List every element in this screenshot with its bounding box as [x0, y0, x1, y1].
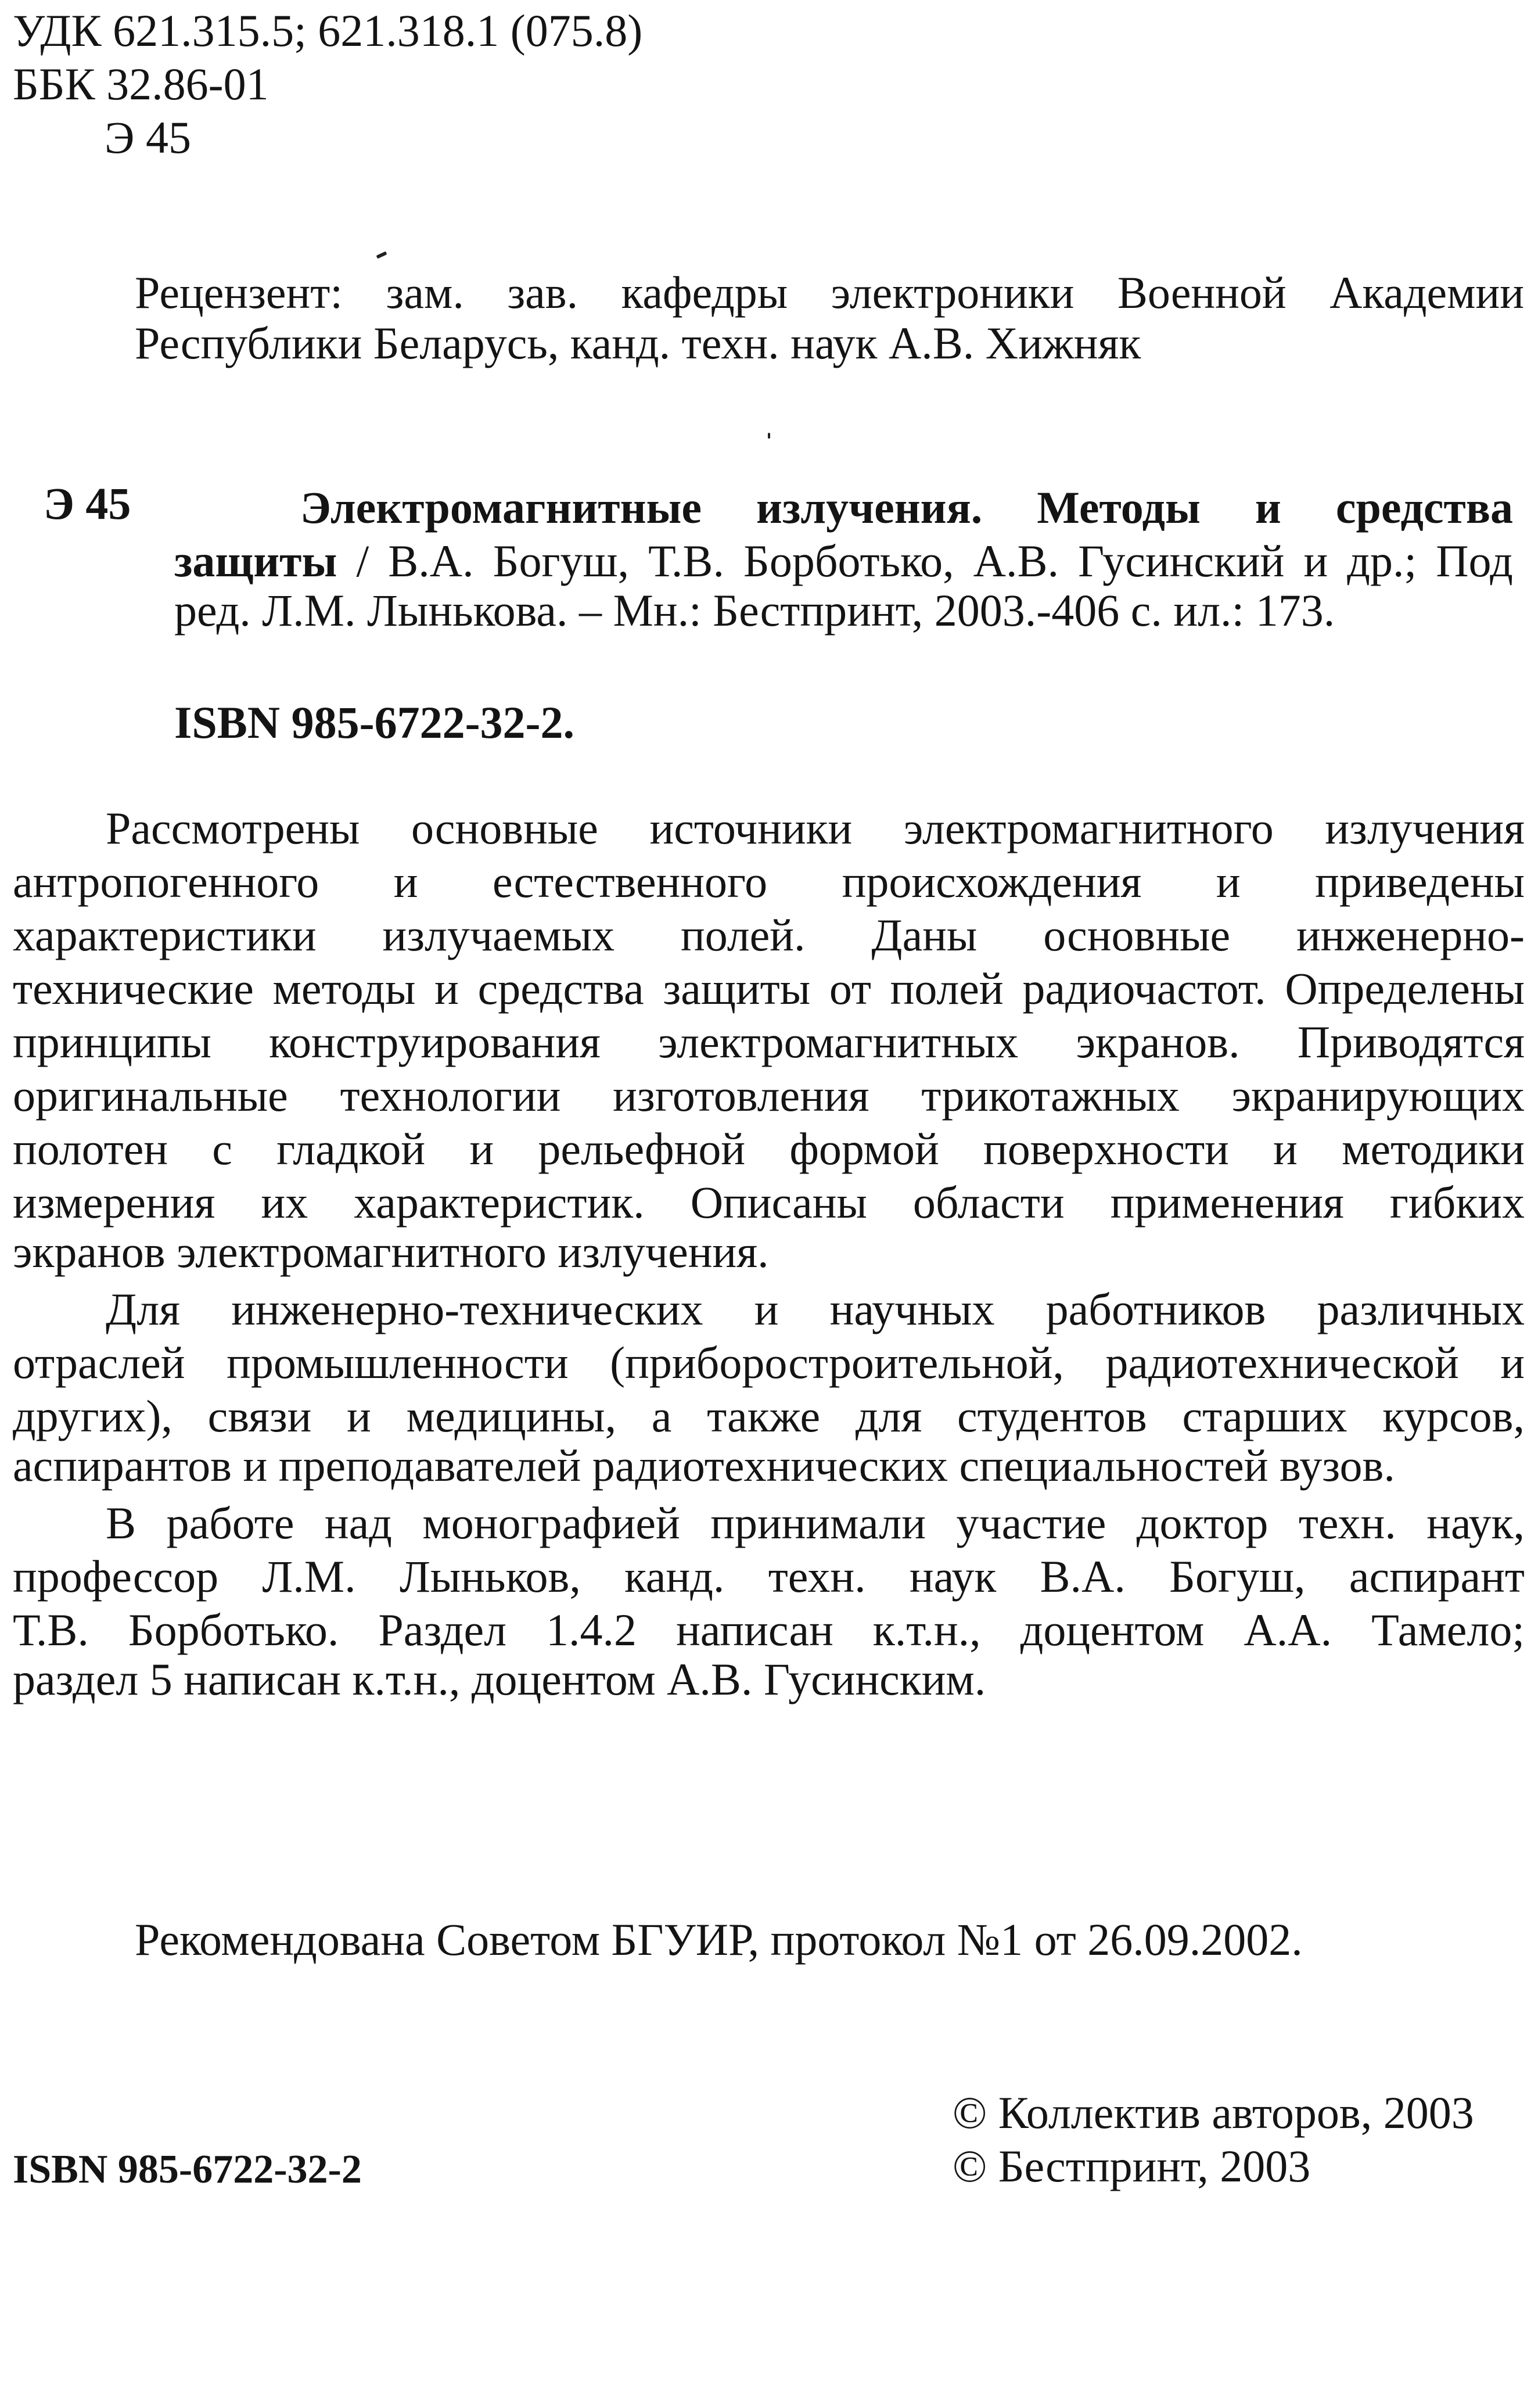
annotation-p2-line: Для инженерно-технических и научных работников различных — [106, 1284, 1525, 1334]
annotation-p3-line: В работе над монографией принимали участие доктор техн. наук, — [106, 1498, 1525, 1548]
annotation-p3-line: Т.В. Борботько. Раздел 1.4.2 написан к.т.н., доцентом А.А. Тамело; — [13, 1605, 1525, 1655]
annotation-p3-line: профессор Л.М. Лыньков, канд. техн. наук В.А. Богуш, аспирант — [13, 1551, 1525, 1602]
scan-speck — [376, 251, 387, 259]
bibliographic-code: Э 45 — [44, 478, 131, 529]
annotation-p1-line: полотен с гладкой и рельефной формой поверхности и методики — [13, 1124, 1525, 1174]
reviewer-line-1: Рецензент: зам. зав. кафедры электроники Военной Академии — [135, 267, 1524, 318]
udk-index: УДК 621.315.5; 621.318.1 (075.8) — [13, 5, 643, 56]
annotation-p3-line: раздел 5 написан к.т.н., доцентом А.В. Гусинским. — [13, 1654, 986, 1704]
book-title-continuation: защиты — [174, 536, 337, 586]
annotation-p1-line: принципы конструирования электромагнитных экранов. Приводятся — [13, 1017, 1525, 1067]
annotation-p1-line: оригинальные технологии изготовления трикотажных экранирующих — [13, 1070, 1525, 1121]
annotation-p1-line: Рассмотрены основные источники электромагнитного излучения — [106, 803, 1525, 853]
isbn-entry: ISBN 985-6722-32-2. — [174, 697, 575, 748]
footer-isbn: ISBN 985-6722-32-2 — [13, 2147, 362, 2192]
publication-details: ред. Л.М. Лынькова. – Мн.: Бестпринт, 2003.-406 с. ил.: 173. — [174, 585, 1335, 636]
annotation-p1-line: характеристики излучаемых полей. Даны основные инженерно- — [13, 910, 1525, 960]
copyright-authors: © Коллектив авторов, 2003 — [953, 2087, 1474, 2138]
bbk-index: ББК 32.86-01 — [13, 59, 269, 109]
annotation-p2-line: аспирантов и преподавателей радиотехнических специальностей вузов. — [13, 1440, 1395, 1491]
book-title-line-2 — [174, 534, 1513, 588]
book-title-line-1: Электромагнитные излучения. Методы и средства — [300, 482, 1513, 533]
annotation-p2-line: других), связи и медицины, а также для студентов старших курсов, — [13, 1391, 1525, 1441]
scan-speck — [768, 433, 770, 439]
annotation-p1-line: экранов электромагнитного излучения. — [13, 1226, 769, 1277]
author-code: Э 45 — [105, 112, 191, 163]
annotation-p1-line: технические методы и средства защиты от полей радиочастот. Определены — [13, 963, 1525, 1014]
annotation-p1-line: измерения их характеристик. Описаны области применения гибких — [13, 1177, 1525, 1228]
copyright-publisher: © Бестпринт, 2003 — [953, 2141, 1311, 2191]
annotation-p2-line: отраслей промышленности (приборостроительной, радиотехнической и — [13, 1337, 1525, 1388]
authors-statement: / В.А. Богуш, Т.В. Борботько, А.В. Гусинский и др.; Под — [337, 536, 1513, 586]
reviewer-line-2: Республики Беларусь, канд. техн. наук А.В. Хижняк — [135, 318, 1141, 368]
annotation-p1-line: антропогенного и естественного происхождения и приведены — [13, 856, 1525, 907]
recommendation-note: Рекомендована Советом БГУИР, протокол №1 от 26.09.2002. — [135, 1914, 1303, 1965]
